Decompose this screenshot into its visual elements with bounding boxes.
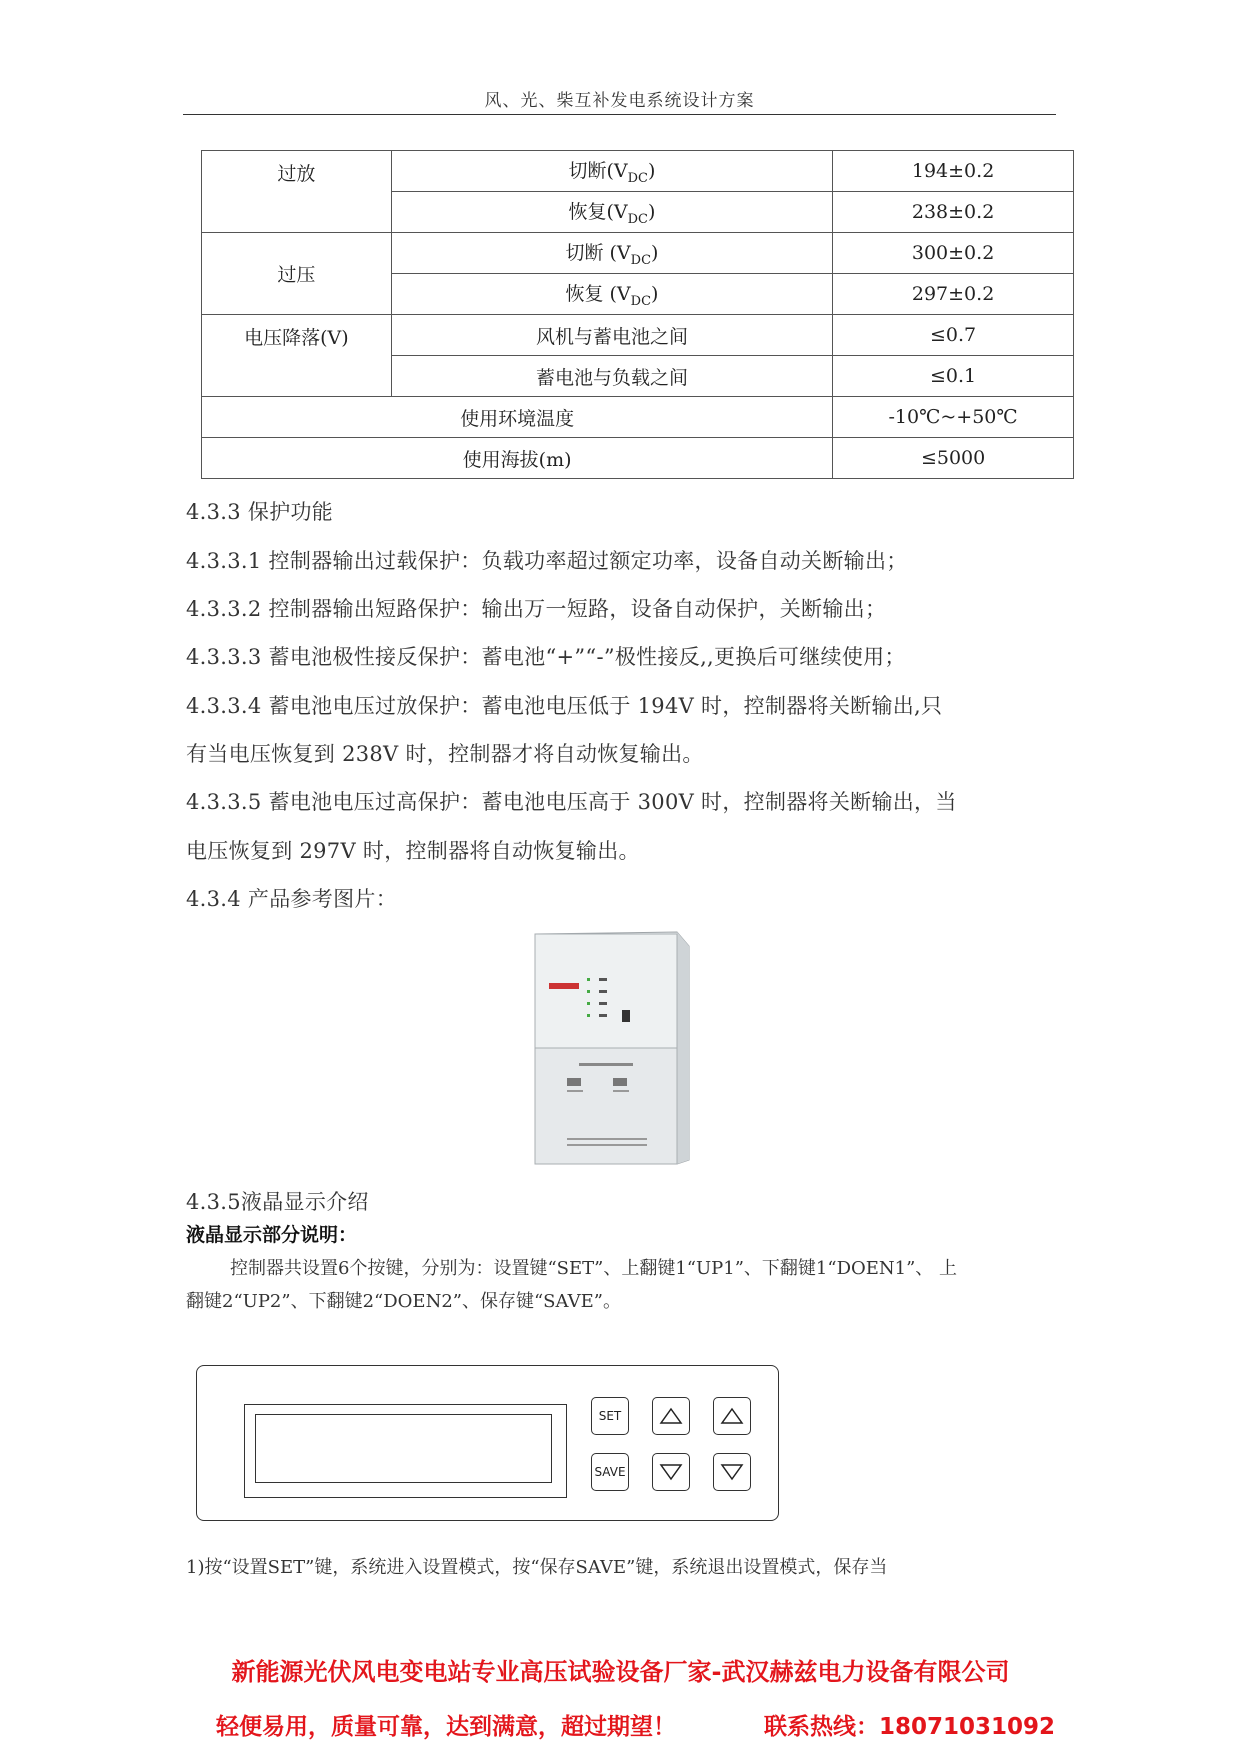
footer-hotline: 联系热线：18071031092: [764, 1714, 1056, 1740]
table-cell: ≤5000: [833, 438, 1074, 479]
lcd-control-panel: [196, 1365, 779, 1521]
paragraph-line: 4.3.3.2 控制器输出短路保护：输出万一短路，设备自动保护，关断输出；: [186, 597, 887, 621]
triangle-up-icon: [720, 1406, 744, 1426]
paragraph-line: 4.3.3.5 蓄电池电压过高保护：蓄电池电压高于 300V 时，控制器将关断输出，当: [186, 790, 957, 814]
table-cell: 电压降落(V): [202, 315, 392, 397]
page-header: 风、光、柴互补发电系统设计方案: [484, 91, 755, 111]
paragraph-line: 1)按“设置SET”键，系统进入设置模式，按“保存SAVE”键，系统退出设置模式，保存当: [186, 1557, 888, 1578]
triangle-down-icon: [659, 1462, 683, 1482]
triangle-down-icon: [720, 1462, 744, 1482]
table-cell: 过压: [202, 233, 392, 315]
paragraph-line: 4.3.3.4 蓄电池电压过放保护：蓄电池电压低于 194V 时，控制器将关断输出,只: [186, 694, 943, 718]
up2-key: [713, 1397, 751, 1435]
spec-table: [201, 150, 1074, 479]
paragraph-line: 翻键2“UP2”、下翻键2“DOEN2”、保存键“SAVE”。: [186, 1291, 621, 1312]
table-cell: 恢复 $(V_{DC})$: [391, 274, 832, 315]
paragraph-line: 控制器共设置6个按键，分别为：设置键“SET”、上翻键1“UP1”、下翻键1“DOEN1”、 上: [230, 1258, 958, 1279]
up1-key: [652, 1397, 690, 1435]
table-cell: 使用海拔(m): [202, 438, 833, 479]
table-cell: -10℃~+50℃: [833, 397, 1074, 438]
header-rule: [183, 114, 1056, 115]
paragraph-line: 4.3.3.3 蓄电池极性接反保护：蓄电池“+”“-”极性接反,,更换后可继续使用；: [186, 645, 906, 669]
table-cell: 切断 $(V_{DC})$: [391, 233, 832, 274]
table-cell: 194±0.2: [833, 151, 1074, 192]
section-heading: 4.3.5液晶显示介绍: [186, 1190, 369, 1214]
table-row: [202, 233, 1074, 274]
table-cell: 风机与蓄电池之间: [391, 315, 832, 356]
paragraph-line: 有当电压恢复到 238V 时，控制器才将自动恢复输出。: [186, 742, 704, 766]
save-key: SAVE: [591, 1453, 629, 1491]
down2-key: [713, 1453, 751, 1491]
table-cell: ≤0.7: [833, 315, 1074, 356]
set-key: SET: [591, 1397, 629, 1435]
lcd-section-title: 液晶显示部分说明：: [186, 1224, 358, 1246]
table-cell: 297±0.2: [833, 274, 1074, 315]
table-cell: 300±0.2: [833, 233, 1074, 274]
table-row: [202, 151, 1074, 192]
table-cell: 恢复$(V_{DC})$: [391, 192, 832, 233]
footer-company-banner: 新能源光伏风电变电站专业高压试验设备厂家-武汉赫兹电力设备有限公司: [231, 1658, 1010, 1686]
section-heading: 4.3.4 产品参考图片：: [186, 887, 398, 911]
section-heading: 4.3.3 保护功能: [186, 500, 334, 524]
lcd-screen: [255, 1414, 552, 1483]
down1-key: [652, 1453, 690, 1491]
paragraph-line: 电压恢复到 297V 时，控制器将自动恢复输出。: [186, 839, 640, 863]
triangle-up-icon: [659, 1406, 683, 1426]
table-cell: 使用环境温度: [202, 397, 833, 438]
table-cell: ≤0.1: [833, 356, 1074, 397]
lcd-screen-frame: [244, 1404, 567, 1498]
footer-slogan: 轻便易用，质量可靠，达到满意，超过期望！: [216, 1714, 676, 1740]
table-row: [202, 438, 1074, 479]
table-cell: 238±0.2: [833, 192, 1074, 233]
table-cell: 切断$(V_{DC})$: [391, 151, 832, 192]
table-cell: 过放: [202, 151, 392, 233]
table-row: [202, 397, 1074, 438]
table-row: [202, 315, 1074, 356]
table-cell: 蓄电池与负载之间: [391, 356, 832, 397]
paragraph-line: 4.3.3.1 控制器输出过载保护：负载功率超过额定功率，设备自动关断输出；: [186, 549, 908, 573]
product-image: [527, 928, 691, 1166]
